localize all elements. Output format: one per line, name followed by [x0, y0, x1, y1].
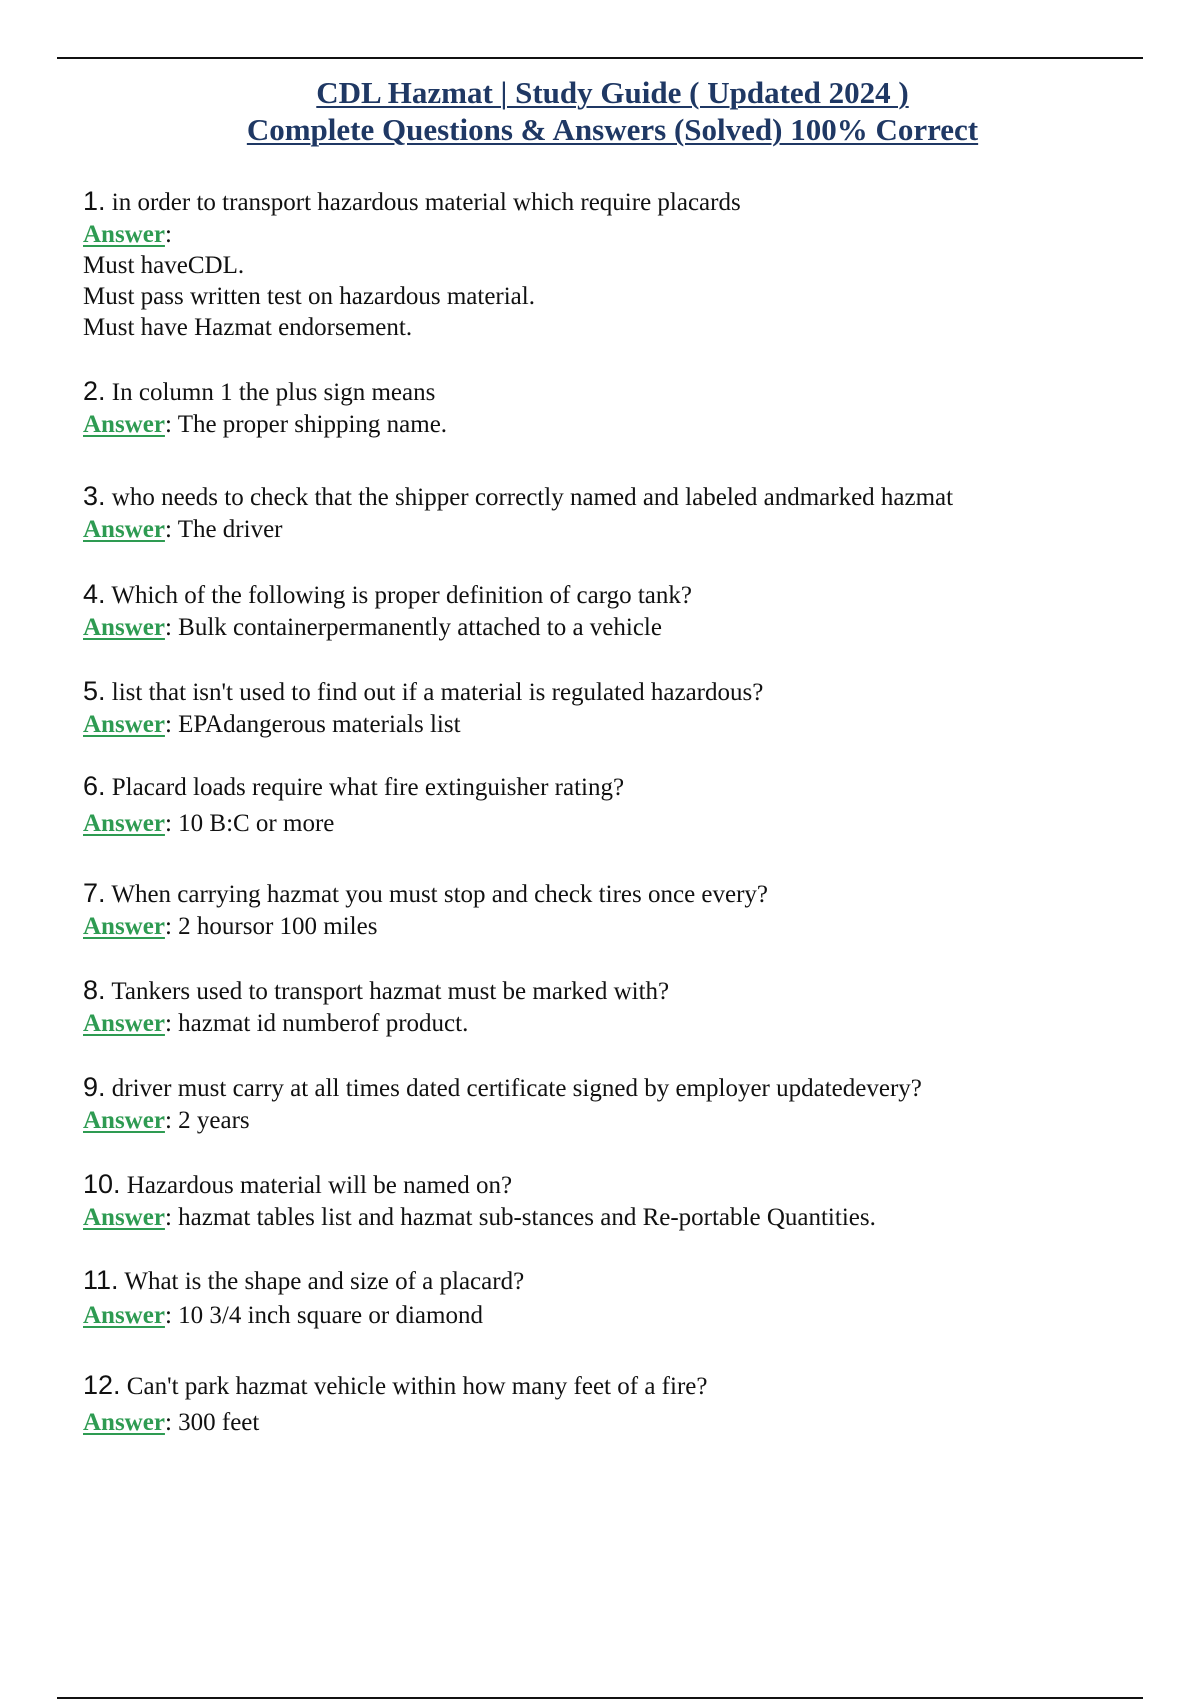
question-number: 11. — [83, 1265, 119, 1295]
answer-label: Answer — [83, 1409, 165, 1436]
answer-text: 2 hoursor 100 miles — [178, 913, 378, 940]
qa-item — [83, 676, 1153, 740]
question-number: 7. — [83, 878, 106, 908]
answer-line: Answer: 10 3/4 inch square or diamond — [83, 1302, 483, 1329]
question-number: 6. — [83, 771, 106, 801]
answer-text: 2 years — [178, 1107, 250, 1134]
answer-line: Answer: The driver — [83, 516, 283, 543]
answer-text: Must pass written test on hazardous material. — [83, 283, 535, 310]
question-line — [83, 1370, 1153, 1402]
question-line — [83, 1265, 1153, 1297]
answer-label: Answer — [83, 221, 165, 248]
question-line — [83, 676, 1153, 708]
answer-label: Answer — [83, 1010, 165, 1037]
question-line — [83, 1169, 1153, 1201]
question-number: 4. — [83, 579, 106, 609]
question-line — [83, 771, 1153, 803]
qa-item — [83, 1265, 1153, 1331]
question-number: 5. — [83, 676, 106, 706]
answer-text: 10 B:C or more — [178, 810, 335, 837]
answer-line: Answer: — [83, 221, 172, 248]
question-text: Which of the following is proper definition of cargo tank? — [111, 582, 692, 609]
qa-item — [83, 771, 1153, 839]
question-number: 1. — [83, 186, 106, 216]
question-line — [83, 376, 1153, 408]
answer-text: Bulk containerpermanently attached to a vehicle — [178, 614, 662, 641]
question-number: 8. — [83, 975, 106, 1005]
answer-line: Answer: hazmat id numberof product. — [83, 1010, 469, 1037]
question-text: What is the shape and size of a placard? — [124, 1268, 525, 1295]
answer-line: Answer: Bulk containerpermanently attached to a vehicle — [83, 614, 662, 641]
answer-line: Answer: 300 feet — [83, 1409, 260, 1436]
answer-text: hazmat id numberof product. — [178, 1010, 469, 1037]
title-line-1: CDL Hazmat | Study Guide ( Updated 2024 ) — [316, 75, 909, 110]
top-rule — [57, 57, 1143, 59]
answer-text: 300 feet — [178, 1409, 260, 1436]
answer-text: 10 3/4 inch square or diamond — [178, 1302, 483, 1329]
question-text: Hazardous material will be named on? — [126, 1172, 513, 1199]
question-number: 12. — [83, 1370, 121, 1400]
question-line — [83, 186, 1153, 218]
question-text: Tankers used to transport hazmat must be marked with? — [111, 978, 670, 1005]
answer-line: Answer: 10 B:C or more — [83, 810, 335, 837]
question-number: 3. — [83, 481, 106, 511]
question-text: When carrying hazmat you must stop and check tires once every? — [111, 881, 769, 908]
question-line — [83, 1072, 1153, 1104]
answer-text: The proper shipping name. — [177, 411, 448, 438]
question-text: Can't park hazmat vehicle within how many feet of a fire? — [126, 1373, 708, 1400]
question-text: in order to transport hazardous material which require placards — [111, 189, 741, 216]
question-number: 10. — [83, 1169, 121, 1199]
answer-text: Must haveCDL. — [83, 252, 245, 279]
qa-item — [83, 579, 1153, 643]
question-number: 2. — [83, 376, 106, 406]
question-line — [83, 975, 1153, 1007]
question-number: 9. — [83, 1072, 106, 1102]
answer-line: Answer: 2 years — [83, 1107, 250, 1134]
answer-line: Answer: The proper shipping name. — [83, 411, 448, 438]
bottom-rule — [57, 1697, 1143, 1699]
answer-line: Answer: EPAdangerous materials list — [83, 711, 461, 738]
answer-label: Answer — [83, 913, 165, 940]
answer-label: Answer — [83, 614, 165, 641]
document-title — [0, 74, 1200, 148]
answer-text: hazmat tables list and hazmat sub-stances and Re-portable Quantities. — [178, 1204, 876, 1231]
answer-label: Answer — [83, 711, 165, 738]
answer-label: Answer — [83, 516, 165, 543]
qa-item — [83, 186, 1153, 343]
answer-text: Must have Hazmat endorsement. — [83, 314, 413, 341]
qa-item — [83, 1370, 1153, 1438]
question-text: Placard loads require what fire extinguisher rating? — [111, 774, 625, 801]
qa-item — [83, 975, 1153, 1039]
answer-label: Answer — [83, 411, 165, 438]
question-text: In column 1 the plus sign means — [111, 379, 436, 406]
question-line — [83, 481, 1153, 513]
question-text: list that isn't used to find out if a material is regulated hazardous? — [111, 679, 764, 706]
answer-label: Answer — [83, 1302, 165, 1329]
answer-label: Answer — [83, 1107, 165, 1134]
answer-line: Answer: 2 hoursor 100 miles — [83, 913, 378, 940]
answer-line: Answer: hazmat tables list and hazmat sub-stances and Re-portable Quantities. — [83, 1204, 876, 1231]
question-line — [83, 878, 1153, 910]
title-line-2: Complete Questions & Answers (Solved) 100% Correct — [246, 112, 979, 147]
qa-item — [83, 481, 1153, 545]
question-line — [83, 579, 1153, 611]
answer-text: The driver — [177, 516, 283, 543]
qa-item — [83, 1169, 1153, 1233]
qa-item — [83, 1072, 1153, 1136]
qa-item — [83, 878, 1153, 942]
question-text: who needs to check that the shipper correctly named and labeled andmarked hazmat — [111, 484, 954, 511]
question-text: driver must carry at all times dated certificate signed by employer updatedevery? — [111, 1075, 922, 1102]
qa-item — [83, 376, 1153, 440]
answer-label: Answer — [83, 810, 165, 837]
answer-text: EPAdangerous materials list — [178, 711, 461, 738]
answer-label: Answer — [83, 1204, 165, 1231]
